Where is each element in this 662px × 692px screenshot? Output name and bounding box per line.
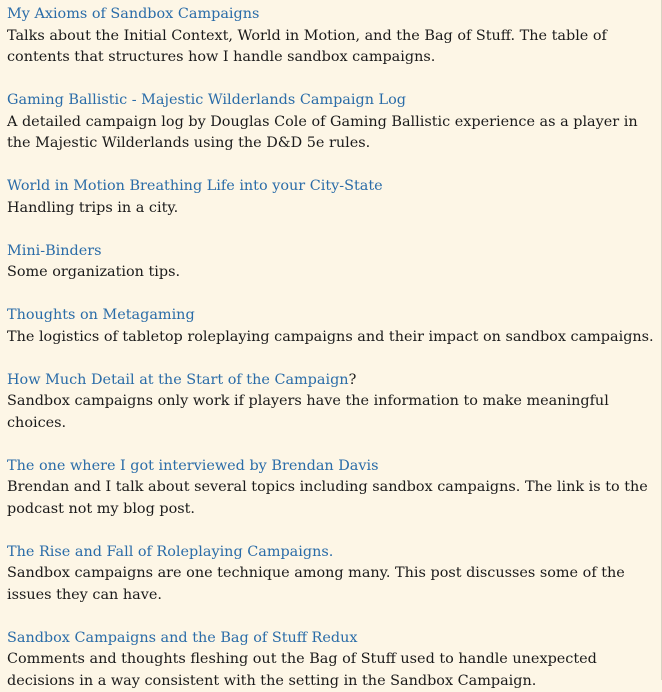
list-item: [7, 628, 655, 692]
entry-title-line: [7, 542, 655, 564]
entry-description: Comments and thoughts fleshing out the Bag of Stuff used to handle unexpected decisions in a way consistent with the setting in the Sandbox Campaign.: [7, 649, 655, 692]
entry-description: The logistics of tabletop roleplaying campaigns and their impact on sandbox campaigns.: [7, 327, 655, 349]
list-item: [7, 370, 655, 435]
list-item: [7, 241, 655, 284]
entry-link[interactable]: Thoughts on Metagaming: [7, 307, 195, 323]
entry-title-line: [7, 370, 655, 392]
entry-link[interactable]: The one where I got interviewed by Brendan Davis: [7, 458, 379, 474]
list-item: [7, 90, 655, 155]
entry-link[interactable]: Sandbox Campaigns and the Bag of Stuff Redux: [7, 630, 358, 646]
entry-link[interactable]: The Rise and Fall of Roleplaying Campaigns.: [7, 544, 333, 560]
entry-description: Handling trips in a city.: [7, 198, 655, 220]
entry-title-line: [7, 305, 655, 327]
entry-description: Brendan and I talk about several topics including sandbox campaigns. The link is to the podcast not my blog post.: [7, 477, 655, 520]
list-item: [7, 456, 655, 521]
entry-link[interactable]: World in Motion Breathing Life into your City-State: [7, 178, 383, 194]
entry-description: Some organization tips.: [7, 262, 655, 284]
entry-title-line: [7, 241, 655, 263]
list-item: [7, 305, 655, 348]
list-item: [7, 176, 655, 219]
entry-title-line: [7, 628, 655, 650]
entry-description: Sandbox campaigns only work if players have the information to make meaningful choices.: [7, 391, 655, 434]
entry-title-line: [7, 4, 655, 26]
list-item: [7, 4, 655, 69]
entry-title-suffix: ?: [349, 372, 357, 388]
entry-link[interactable]: Gaming Ballistic - Majestic Wilderlands Campaign Log: [7, 92, 406, 108]
entry-description: A detailed campaign log by Douglas Cole of Gaming Ballistic experience as a player in the Majestic Wilderlands using the D&D 5e rules.: [7, 112, 655, 155]
entry-title-line: [7, 90, 655, 112]
entry-description: Sandbox campaigns are one technique among many. This post discusses some of the issues they can have.: [7, 563, 655, 606]
entry-title-line: [7, 456, 655, 478]
entry-title-line: [7, 176, 655, 198]
entry-link[interactable]: How Much Detail at the Start of the Campaign: [7, 372, 349, 388]
entry-description: Talks about the Initial Context, World in Motion, and the Bag of Stuff. The table of contents that structures how I handle sandbox campaigns.: [7, 26, 655, 69]
entry-link[interactable]: My Axioms of Sandbox Campaigns: [7, 6, 259, 22]
list-item: [7, 542, 655, 607]
entry-link[interactable]: Mini-Binders: [7, 243, 102, 259]
